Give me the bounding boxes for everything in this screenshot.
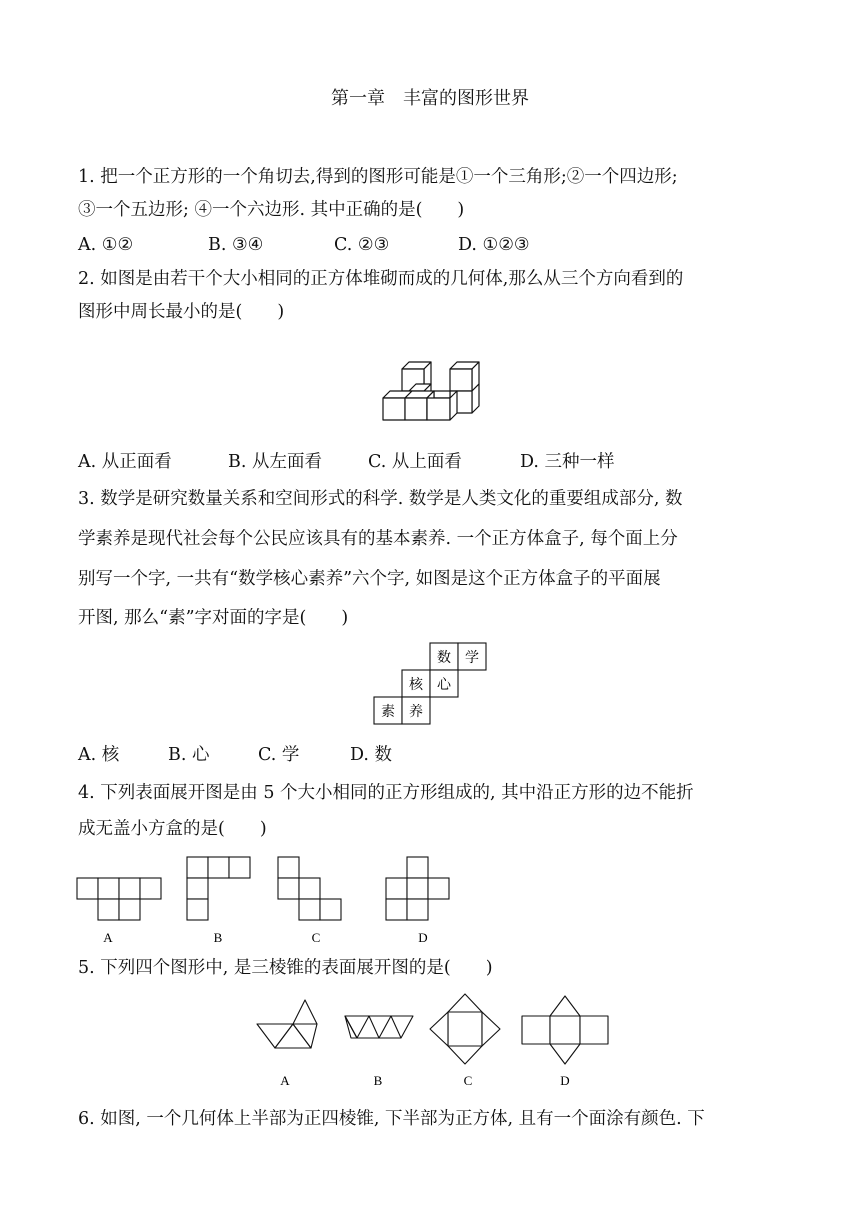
q1-text-line-2: ③一个五边形; ④一个六边形. 其中正确的是( )	[78, 200, 465, 220]
q2-cube-stack-figure	[380, 362, 485, 437]
q3-text-line-3: 别写一个字, 一共有“数学核心素养”六个字, 如图是这个正方体盒子的平面展	[78, 569, 661, 589]
q3-text-line-1: 3. 数学是研究数量关系和空间形式的科学. 数学是人类文化的重要组成部分, 数	[78, 489, 683, 509]
q3-text-line-2: 学素养是现代社会每个公民应该具有的基本素养. 一个正方体盒子, 每个面上分	[78, 529, 678, 549]
q6-text-line-1: 6. 如图, 一个几何体上半部为正四棱锥, 下半部为正方体, 且有一个面涂有颜色. 下	[78, 1109, 705, 1129]
q1-options	[78, 232, 530, 258]
q3-options	[78, 742, 392, 768]
q2-option-b: B. 从左面看	[228, 452, 322, 472]
net-char-xin: 心	[437, 677, 451, 693]
q2-option-a: A. 从正面看	[78, 452, 172, 472]
q3-cube-net-figure	[372, 642, 490, 726]
q3-option-d: D. 数	[350, 745, 393, 765]
q4-label-d: D	[418, 930, 428, 945]
q4-label-a: A	[103, 930, 113, 945]
net-char-he: 核	[409, 677, 423, 693]
q4-net-a	[77, 878, 161, 920]
q4-net-d	[386, 857, 449, 920]
q1-option-a: A. ①②	[78, 235, 134, 255]
q4-text-line-2: 成无盖小方盒的是( )	[78, 819, 267, 839]
q5-nets-drawing	[252, 992, 612, 1090]
q5-label-b: B	[373, 1073, 383, 1088]
q4-nets-drawing	[76, 854, 456, 946]
cube-stack-drawing	[380, 362, 485, 437]
q1-option-d: D. ①②③	[458, 235, 530, 255]
q4-label-c: C	[311, 930, 321, 945]
q5-net-c	[430, 994, 500, 1064]
q4-label-b: B	[213, 930, 223, 945]
q3-option-c: C. 学	[258, 745, 300, 765]
cube-net-drawing	[372, 642, 490, 726]
q4-nets-figure	[76, 854, 456, 946]
q5-nets-figure	[252, 992, 612, 1090]
q2-option-c: C. 从上面看	[368, 452, 462, 472]
q1-option-c: C. ②③	[334, 235, 390, 255]
page-title: 第一章 丰富的图形世界	[331, 88, 529, 109]
q3-option-b: B. 心	[168, 745, 210, 765]
q3-option-a: A. 核	[78, 745, 120, 765]
q5-text-line-1: 5. 下列四个图形中, 是三棱锥的表面展开图的是( )	[78, 958, 493, 978]
q5-label-a: A	[280, 1073, 290, 1088]
q3-text-line-4: 开图, 那么“素”字对面的字是( )	[78, 608, 349, 628]
q2-text-line-1: 2. 如图是由若干个大小相同的正方体堆砌而成的几何体,那么从三个方向看到的	[78, 269, 684, 289]
q4-net-b	[187, 857, 250, 920]
q2-text-line-2: 图形中周长最小的是( )	[78, 302, 285, 322]
q1-text-line-1: 1. 把一个正方形的一个角切去,得到的图形可能是①一个三角形;②一个四边形;	[78, 167, 678, 187]
q5-label-c: C	[463, 1073, 473, 1088]
net-char-xue: 学	[465, 650, 479, 666]
q2-option-d: D. 三种一样	[520, 452, 615, 472]
q1-option-b: B. ③④	[208, 235, 264, 255]
q5-label-d: D	[560, 1073, 570, 1088]
q2-options	[78, 449, 615, 475]
net-char-yang: 养	[409, 704, 423, 720]
q4-net-c	[278, 857, 341, 920]
q5-net-b	[345, 1016, 413, 1038]
q5-net-a	[257, 1000, 317, 1048]
q5-net-d	[522, 996, 608, 1064]
q4-text-line-1: 4. 下列表面展开图是由 5 个大小相同的正方形组成的, 其中沿正方形的边不能折	[78, 783, 694, 803]
net-char-su: 素	[381, 704, 395, 720]
net-char-shu: 数	[437, 650, 451, 666]
